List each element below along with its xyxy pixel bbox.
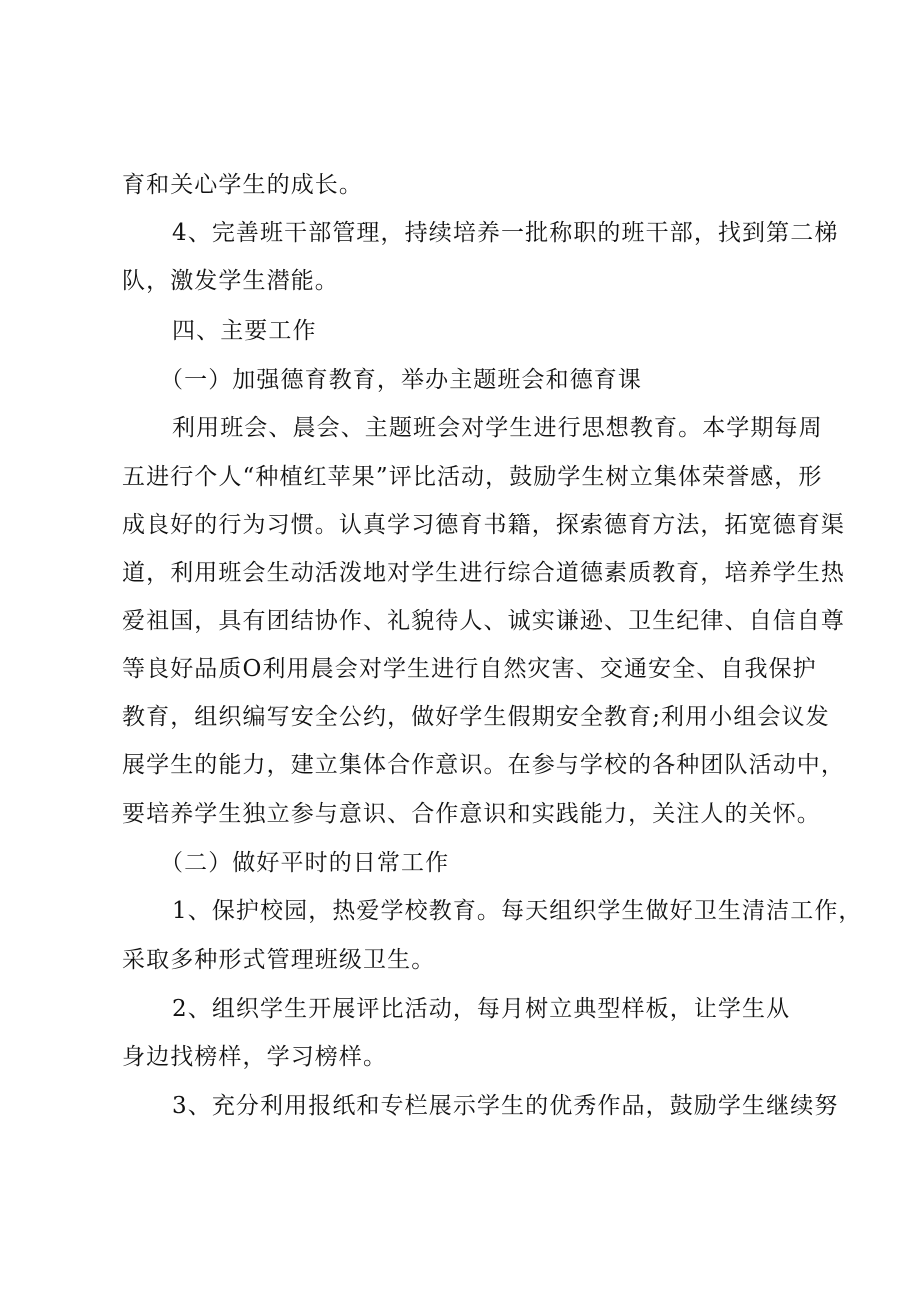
body-text-line: 要培养学生独立参与意识、合作意识和实践能力，关注人的关怀。 — [122, 801, 821, 827]
list-item-text-line: 1、保护校园，热爱学校教育。每天组织学生做好卫生清洁工作， — [172, 898, 863, 924]
body-text-line: 展学生的能力，建立集体合作意识。在参与学校的各种团队活动中， — [122, 752, 845, 778]
body-text-line: 教育，组织编写安全公约，做好学生假期安全教育;利用小组会议发 — [122, 704, 830, 730]
body-text-line: 道，利用班会生动活泼地对学生进行综合道德素质教育，培养学生热 — [122, 560, 845, 586]
body-text-line: 等良好品质O利用晨会对学生进行自然灾害、交通安全、自我保护 — [122, 656, 817, 682]
body-text-line: 成良好的行为习惯。认真学习德育书籍，探索德育方法，拓宽德育渠 — [122, 512, 845, 538]
list-item-text-line: 队，激发学生潜能。 — [122, 268, 339, 294]
body-text-line: 育和关心学生的成长。 — [122, 172, 363, 198]
list-item-text-line: 采取多种形式管理班级卫生。 — [122, 947, 436, 973]
subsection-heading: （一）加强德育教育，举办主题班会和德育课 — [160, 367, 642, 393]
section-heading: 四、主要工作 — [172, 318, 317, 344]
list-item-text-line: 3、充分利用报纸和专栏展示学生的优秀作品，鼓励学生继续努 — [172, 1093, 839, 1119]
body-text-line: 五进行个人“种植红苹果”评比活动，鼓励学生树立集体荣誉感，形 — [122, 464, 823, 490]
body-text-line: 利用班会、晨会、主题班会对学生进行思想教育。本学期每周 — [172, 415, 823, 441]
list-item-text-line: 4、完善班干部管理，持续培养一批称职的班干部，找到第二梯 — [172, 220, 839, 246]
list-item-text-line: 身边找榜样，学习榜样。 — [122, 1044, 388, 1070]
list-item-text-line: 2、组织学生开展评比活动，每月树立典型样板，让学生从 — [172, 996, 791, 1022]
subsection-heading: （二）做好平时的日常工作 — [160, 850, 450, 876]
body-text-line: 爱祖国，具有团结协作、礼貌待人、诚实谦逊、卫生纪律、自信自尊 — [122, 608, 845, 634]
